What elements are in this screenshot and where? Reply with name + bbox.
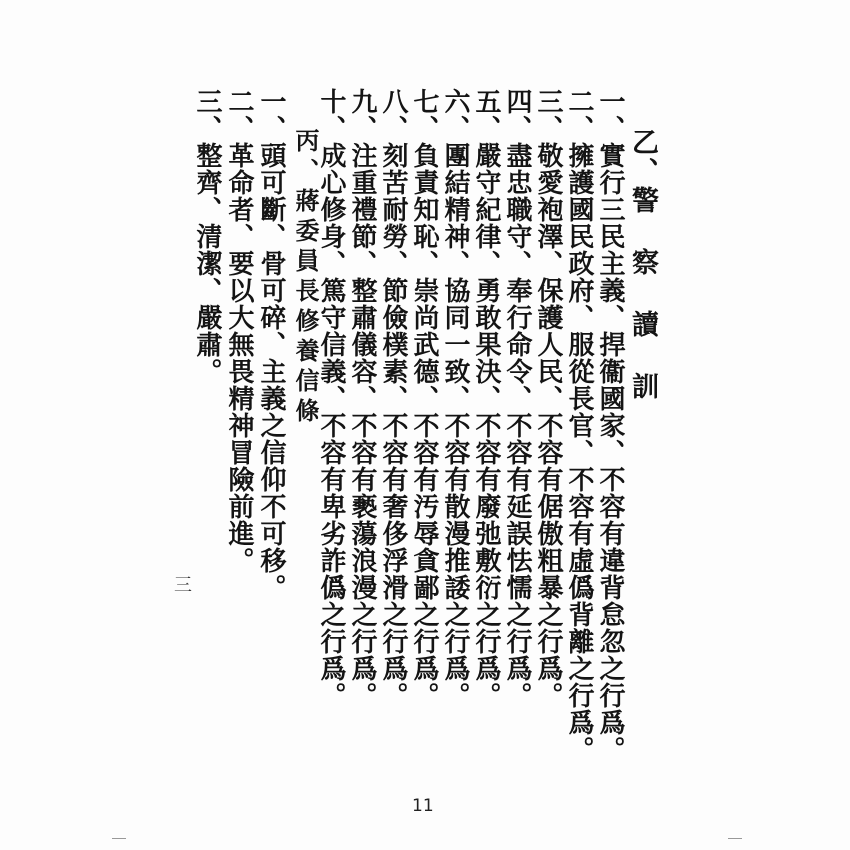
section-b-item-8: 八、刻苦耐勞、節儉樸素、不容有奢侈浮滑之行爲。 [378,88,408,709]
section-b-item-10: 十、成心修身、篤守信義、不容有卑劣詐僞之行爲。 [316,88,346,709]
section-b-item-6: 六、團結精神、協同一致、不容有散漫推諉之行爲。 [440,88,470,709]
section-b-item-9: 九、注重禮節、整肅儀容、不容有褻蕩浪漫之行爲。 [347,88,377,709]
section-c-item-2: 二、革命者、要以大無畏精神冒險前進。 [224,88,254,574]
section-c-item-1: 一、頭可斷、骨可碎、主義之信仰不可移。 [256,88,286,601]
section-b-item-2: 二、擁護國民政府、服從長官、不容有虛僞背離之行爲。 [564,88,594,763]
section-b-item-3: 三、敬愛袍澤、保護人民、不容有倨傲粗暴之行爲。 [533,88,563,709]
page-number: 11 [412,796,434,816]
section-c-title: 丙、蔣委員長修養信條 [291,128,320,428]
crop-mark-right [728,838,742,839]
section-b-title: 乙、警 察 讀 訓 [627,128,658,401]
crop-mark-left [112,838,126,839]
section-b-item-1: 一、實行三民主義、捍衞國家、不容有違背怠忽之行爲。 [595,88,625,763]
section-b-item-4: 四、盡忠職守、奉行命令、不容有延誤怯懦之行爲。 [502,88,532,709]
original-page-mark: 三 [171,575,192,593]
section-b-item-5: 五、嚴守紀律、勇敢果決、不容有廢弛敷衍之行爲。 [471,88,501,709]
section-c-item-3: 三、整齊、清潔、嚴肅。 [192,88,222,385]
section-b-item-7: 七、負責知恥、崇尚武德、不容有汚辱貪鄙之行爲。 [409,88,439,709]
